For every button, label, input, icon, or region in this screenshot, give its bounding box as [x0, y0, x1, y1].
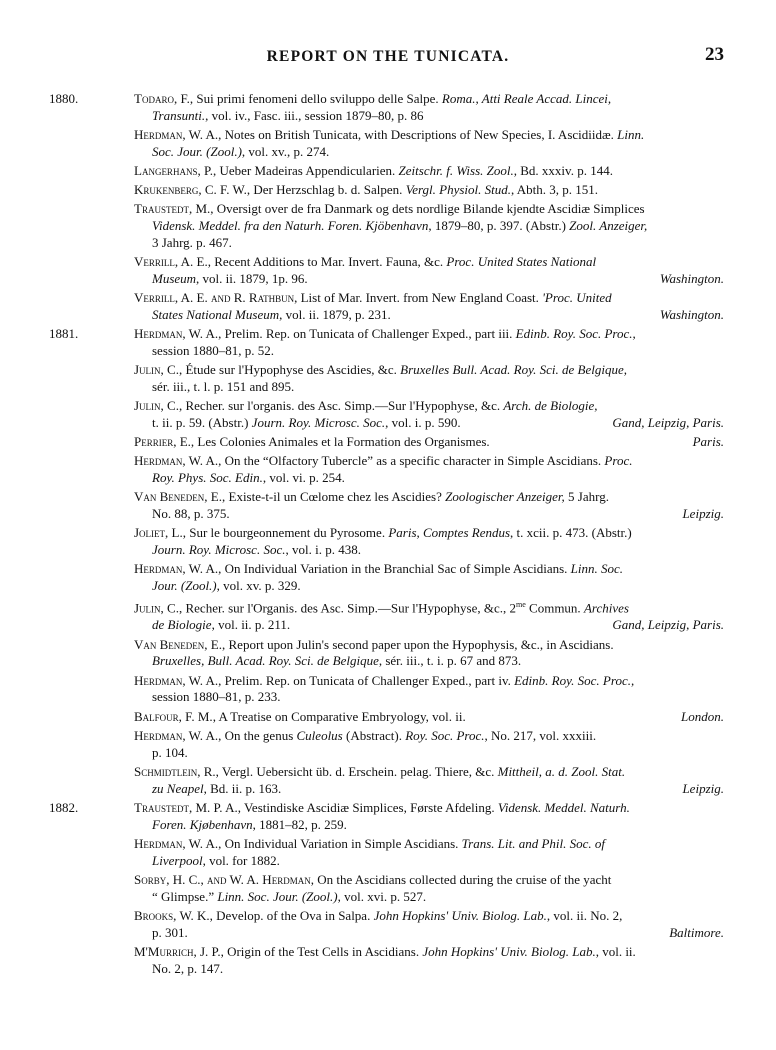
- entry-line: [134, 144, 724, 161]
- entry-journal-text: Zoologischer Anzeiger,: [445, 489, 565, 505]
- entry-line: [134, 617, 724, 634]
- entry-journal-text: Jour. (Zool.): [152, 578, 217, 594]
- entry-text: Vergl. Uebersicht üb. d. Erschein. pelag. Thiere, &c.: [221, 763, 498, 779]
- entry-line: Julin, C., Recher. sur l'Organis. des Asc. Simp.—Sur l'Hypophyse, &c., $2^{me}$ Commun. Archives: [134, 600, 629, 616]
- bibliography-entry: [0, 908, 776, 942]
- entry-text: Origin of the Test Cells in Ascidians.: [227, 943, 423, 959]
- entry-text: No. 88, p. 375.: [152, 506, 230, 522]
- entry-journal-text: Edinb. Roy. Soc. Proc.,: [515, 326, 636, 342]
- entry-journal-text: Roma., Atti Reale Accad. Lincei,: [441, 91, 612, 106]
- entry-author: Herdman, W. A.: [134, 727, 219, 743]
- entry-text: , sér. iii., t. i. p. 67 and 873.: [378, 653, 522, 669]
- bibliography-entry: [0, 561, 776, 595]
- bibliography-entry: [0, 489, 776, 523]
- entry-line: [134, 415, 724, 432]
- entry-place: Paris.: [692, 434, 724, 450]
- bibliography-entry: [0, 362, 776, 396]
- entry-year: 1880.: [49, 91, 79, 106]
- entry-author: Van Beneden, E.: [134, 636, 222, 652]
- entry-text: Report upon Julin's second paper upon the Hypophysis, &c., in Ascidians.: [228, 636, 614, 652]
- entry-text: , vol. for 1882.: [202, 852, 280, 868]
- entry-journal-text: Liverpool: [152, 852, 203, 868]
- entry-author: Traustedt, M.: [134, 201, 211, 217]
- entry-text: Prelim. Rep. on Tunicata of Challenger Exped., part iii.: [224, 326, 516, 342]
- entry-line: Herdman, W. A., On the “Olfactory Tubercle” as a specific character in Simple Ascidians. Proc.: [134, 453, 633, 469]
- entry-line: Julin, C., Recher. sur l'organis. des Asc. Simp.—Sur l'Hypophyse, &c. Arch. de Biologie,: [134, 398, 598, 414]
- entry-text: Étude sur l'Hypophyse des Ascidies, &c.: [185, 362, 401, 378]
- entry-journal-text: Journ. Roy. Microsc. Soc.: [251, 415, 386, 430]
- bibliography-entry: [0, 836, 776, 870]
- page-header: [0, 44, 776, 72]
- entry-line: [134, 745, 724, 762]
- bibliography-entry: [0, 91, 776, 125]
- entry-text: On the “Olfactory Tubercle” as a specific character in Simple Ascidians.: [224, 453, 605, 469]
- entry-text: 5 Jahrg.: [564, 489, 609, 505]
- entry-line: M'Murrich, J. P., Origin of the Test Cells in Ascidians. John Hopkins' Univ. Biolog. Lab., vol. ii.: [134, 943, 636, 959]
- entry-journal-text: Soc. Jour. (Zool.): [152, 143, 242, 159]
- entry-line: Verrill, A. E., Recent Additions to Mar. Invert. Fauna, &c. Proc. United States National: [134, 254, 597, 270]
- entry-journal-text: Foren. Kjøbenhavn: [152, 816, 253, 832]
- entry-journal-text: Bruxelles Bull. Acad. Roy. Sci. de Belgique,: [400, 362, 627, 378]
- page-number: 23: [705, 44, 724, 65]
- entry-line: Brooks, W. K., Develop. of the Ova in Salpa. John Hopkins' Univ. Biolog. Lab., vol. ii. No. 2,: [134, 907, 623, 923]
- entry-line: [134, 689, 724, 706]
- entry-line: [134, 578, 724, 595]
- entry-line: Todaro, F., Sui primi fenomeni dello sviluppo delle Salpe. Roma., Atti Reale Accad. Lincei,: [134, 91, 612, 106]
- entry-line: Herdman, W. A., Prelim. Rep. on Tunicata of Challenger Exped., part iv. Edinb. Roy. Soc. Proc.,: [134, 672, 635, 688]
- entry-text: Oversigt over de fra Danmark og dets nordlige Bilande kjendte Ascidiæ Simplices: [216, 201, 645, 217]
- entry-line: Herdman, W. A., On Individual Variation in the Branchial Sac of Simple Ascidians. Linn. Soc.: [134, 561, 624, 577]
- entry-line: Traustedt, M., Oversigt over de fra Danmark og dets nordlige Bilande kjendte Ascidiæ Simplices: [134, 201, 645, 217]
- entry-author: Schmidtlein, R.: [134, 763, 216, 779]
- entry-author: Herdman, W. A.: [134, 453, 219, 469]
- bibliography-entry: [0, 673, 776, 707]
- entry-text: Recent Additions to Mar. Invert. Fauna, &c.: [214, 254, 447, 270]
- entry-text: , 1881–82, p. 259.: [252, 816, 347, 832]
- entry-line: [134, 542, 724, 559]
- entry-journal-text: Mittheil, a. d. Zool. Stat.: [497, 763, 626, 779]
- entry-line: Traustedt, M. P. A., Vestindiske Ascidiæ Simplices, Første Afdeling. Vidensk. Meddel. Naturh.: [134, 799, 630, 815]
- entry-text: Recher. sur l'organis. des Asc. Simp.—Sur l'Hypophyse, &c.: [185, 398, 504, 414]
- entry-author: Todaro, F.: [134, 91, 190, 106]
- entry-text: , 1879–80, p. 397. (Abstr.): [428, 218, 570, 234]
- entry-journal-text: Bruxelles, Bull. Acad. Roy. Sci. de Belgique: [152, 653, 379, 669]
- entry-journal-text: John Hopkins' Univ. Biolog. Lab.: [373, 907, 547, 923]
- entry-place: Leipzig.: [682, 506, 724, 522]
- bibliography-entry: [0, 709, 776, 726]
- entry-text: On the Ascidians collected during the cruise of the yacht: [317, 871, 612, 887]
- entry-author: Herdman, W. A.: [134, 127, 219, 142]
- entry-text: Notes on British Tunicata, with Descriptions of New Species, I. Ascidiidæ.: [224, 127, 618, 142]
- entry-journal-text: Transunti.: [152, 107, 206, 123]
- bibliography-entry: [0, 254, 776, 288]
- entry-line: [134, 781, 724, 798]
- bibliography-entry: [0, 434, 776, 451]
- entry-line: [134, 108, 724, 125]
- entry-journal-text: Museum: [152, 271, 197, 286]
- entry-author: Krukenberg, C. F. W.: [134, 182, 247, 198]
- entry-journal-text: Edinb. Roy. Soc. Proc.,: [514, 672, 635, 688]
- entry-text: me: [516, 600, 526, 610]
- entry-line: [134, 307, 724, 324]
- entry-text: Ueber Madeiras Appendicularien.: [219, 163, 399, 178]
- entry-author: M'Murrich, J. P.: [134, 943, 221, 959]
- entry-text: p. 104.: [152, 744, 188, 760]
- entry-text: , vol. i. p. 438.: [285, 542, 361, 558]
- entry-text: On Individual Variation in Simple Ascidians.: [224, 835, 462, 851]
- entry-author: Joliet, L.: [134, 525, 183, 541]
- bibliography-entry: [0, 597, 776, 634]
- entry-line: Schmidtlein, R., Vergl. Uebersicht üb. d. Erschein. pelag. Thiere, &c. Mittheil, a. d. Zool. Stat.: [134, 763, 626, 779]
- entry-author: Brooks, W. K.: [134, 907, 210, 923]
- entry-text: , vol. ii. No. 2,: [546, 907, 623, 923]
- entry-text: Existe-t-il un Cœlome chez les Ascidies?: [228, 489, 446, 505]
- entry-year: 1882.: [49, 799, 79, 815]
- entry-text: Sur le bourgeonnement du Pyrosome.: [189, 525, 389, 541]
- entry-author: Traustedt, M. P. A.: [134, 799, 238, 815]
- entry-text: session 1880–81, p. 52.: [152, 343, 275, 358]
- entry-author: Herdman, W. A.: [134, 835, 219, 851]
- entry-place: Washington.: [659, 271, 724, 286]
- entry-journal-text: Linn. Soc. Jour. (Zool.): [217, 888, 338, 904]
- bibliography-entry: [0, 944, 776, 978]
- bibliography-entry: [0, 326, 776, 360]
- entry-text: , vol. xv. p. 329.: [216, 578, 301, 594]
- entry-text: Commun.: [525, 600, 584, 616]
- bibliography-entry: [0, 453, 776, 487]
- entry-author: Van Beneden, E.: [134, 489, 222, 505]
- entry-journal-text: 'Proc. United: [542, 290, 612, 306]
- entry-journal-text: States National Museum: [152, 307, 280, 322]
- entry-author: Herdman, W. A.: [134, 326, 219, 342]
- entry-journal-text: Proc. United States National: [446, 254, 597, 270]
- entry-text: A Treatise on Comparative Embryology, vol. ii.: [218, 708, 466, 724]
- entry-line: [134, 889, 724, 906]
- entry-journal-text: Proc.: [604, 453, 633, 469]
- entry-text: Les Colonies Animales et la Formation des Organismes.: [197, 434, 490, 450]
- entry-place: Leipzig.: [682, 780, 724, 796]
- entry-journal-text: de Biologie: [152, 617, 212, 633]
- entry-author: Julin, C.: [134, 362, 179, 378]
- entry-journal-text: Vergl. Physiol. Stud.: [405, 182, 512, 198]
- entry-journal-text: Paris, Comptes Rendus: [388, 525, 511, 541]
- entry-line: [134, 470, 724, 487]
- entry-text: List of Mar. Invert. from New England Coast.: [300, 290, 543, 306]
- entry-place: Baltimore.: [669, 924, 724, 940]
- entry-text: , vol. ii. 1879, 1p. 96.: [196, 271, 308, 286]
- entry-author: Langerhans, P.: [134, 163, 213, 178]
- entry-text: , vol. iv., Fasc. iii., session 1879–80, p. 86: [205, 107, 424, 123]
- entry-journal-text: Linn.: [617, 127, 645, 142]
- entry-text: , t. xcii. p. 473. (Abstr.): [510, 525, 632, 541]
- entry-journal-text: Roy. Soc. Proc.: [405, 727, 485, 743]
- entry-line: Perrier, E., Les Colonies Animales et la Formation des Organismes. Paris.: [134, 434, 724, 450]
- entry-text: session 1880–81, p. 233.: [152, 689, 281, 705]
- entry-place: London.: [681, 708, 724, 724]
- entry-journal-text: Zool. Anzeiger,: [569, 218, 648, 234]
- bibliography-entry: [0, 872, 776, 906]
- entry-journal-text: John Hopkins' Univ. Biolog. Lab.: [422, 943, 596, 959]
- entry-line: Langerhans, P., Ueber Madeiras Appendicularien. Zeitschr. f. Wiss. Zool., Bd. xxxiv. p. 144.: [134, 163, 613, 178]
- bibliography-entry: [0, 127, 776, 161]
- entry-text: , Bd. xxxiv. p. 144.: [513, 163, 613, 178]
- running-title: REPORT ON THE TUNICATA.: [266, 48, 510, 65]
- entry-text: Sui primi fenomeni dello sviluppo delle Salpe.: [196, 91, 442, 106]
- entry-line: Julin, C., Étude sur l'Hypophyse des Ascidies, &c. Bruxelles Bull. Acad. Roy. Sci. de Belgique,: [134, 362, 627, 378]
- entry-line: [134, 235, 724, 252]
- entry-place: Gand, Leipzig, Paris.: [612, 617, 724, 633]
- entry-journal-text: Archives: [583, 600, 629, 616]
- entry-journal-text: Roy. Phys. Soc. Edin.: [152, 470, 263, 486]
- bibliography-list: [0, 91, 776, 980]
- entry-author: Sorby, H. C., and W. A. Herdman: [134, 871, 311, 887]
- entry-text: Recher. sur l'Organis. des Asc. Simp.—Sur l'Hypophyse, &c., 2: [185, 600, 516, 616]
- entry-journal-text: Linn. Soc.: [570, 561, 624, 577]
- entry-line: Herdman, W. A., Notes on British Tunicata, with Descriptions of New Species, I. Ascidiidæ. Linn.: [134, 127, 645, 142]
- entry-author: Verrill, A. E. and R. Rathbun: [134, 290, 295, 306]
- entry-text: , No. 217, vol. xxxiii.: [484, 727, 597, 743]
- entry-journal-text: Vidensk. Meddel. fra den Naturh. Foren. Kjöbenhavn: [152, 218, 429, 234]
- entry-text: (Abstract).: [342, 727, 406, 743]
- entry-text: , vol. ii. 1879, p. 231.: [279, 307, 391, 322]
- entry-text: 3 Jahrg. p. 467.: [152, 235, 232, 250]
- entry-line: Van Beneden, E., Existe-t-il un Cœlome chez les Ascidies? Zoologischer Anzeiger, 5 Jahrg.: [134, 489, 609, 505]
- entry-line: [134, 271, 724, 288]
- entry-line: [134, 653, 724, 670]
- entry-line: Herdman, W. A., On Individual Variation in Simple Ascidians. Trans. Lit. and Phil. Soc. of: [134, 835, 606, 851]
- bibliography-entry: [0, 201, 776, 252]
- entry-line: [134, 961, 724, 978]
- bibliography-entry: [0, 182, 776, 199]
- entry-author: Herdman, W. A.: [134, 561, 219, 577]
- entry-journal-text: Zeitschr. f. Wiss. Zool.: [398, 163, 514, 178]
- entry-author: Verrill, A. E.: [134, 254, 208, 270]
- entry-journal-text: Culeolus: [296, 727, 343, 743]
- entry-line: [134, 343, 724, 360]
- entry-text: , vol. ii.: [595, 943, 636, 959]
- entry-text: , vol. xv., p. 274.: [241, 143, 330, 159]
- bibliography-entry: [0, 163, 776, 180]
- entry-text: , Abth. 3, p. 151.: [511, 182, 599, 198]
- bibliography-entry: [0, 290, 776, 324]
- entry-text: Prelim. Rep. on Tunicata of Challenger Exped., part iv.: [224, 672, 515, 688]
- entry-line: Herdman, W. A., Prelim. Rep. on Tunicata of Challenger Exped., part iii. Edinb. Roy. Soc. Proc.,: [134, 326, 636, 342]
- entry-journal-text: Vidensk. Meddel. Naturh.: [497, 799, 630, 815]
- entry-author: Julin, C.: [134, 398, 179, 414]
- entry-text: , Bd. ii. p. 163.: [203, 780, 282, 796]
- entry-line: Herdman, W. A., On the genus Culeolus (Abstract). Roy. Soc. Proc., No. 217, vol. xxxiii.: [134, 727, 597, 743]
- bibliography-entry: [0, 525, 776, 559]
- bibliography-entry: [0, 728, 776, 762]
- entry-place: Washington.: [659, 307, 724, 322]
- entry-year: 1881.: [49, 326, 79, 342]
- bibliography-entry: [0, 800, 776, 834]
- entry-author: Herdman, W. A.: [134, 672, 219, 688]
- entry-line: [134, 218, 724, 235]
- entry-text: Vestindiske Ascidiæ Simplices, Første Afdeling.: [243, 799, 498, 815]
- entry-text: On Individual Variation in the Branchial Sac of Simple Ascidians.: [224, 561, 571, 577]
- entry-text: p. 301.: [152, 924, 188, 940]
- entry-place: Gand, Leipzig, Paris.: [612, 415, 724, 430]
- entry-line: [134, 853, 724, 870]
- entry-text: , vol. vi. p. 254.: [262, 470, 345, 486]
- entry-text: Der Herzschlag b. d. Salpen.: [253, 182, 406, 198]
- bibliography-entry: [0, 398, 776, 432]
- entry-journal-text: Trans. Lit. and Phil. Soc. of: [461, 835, 606, 851]
- entry-line: [134, 506, 724, 523]
- entry-text: No. 2, p. 147.: [152, 960, 224, 976]
- entry-line: [134, 379, 724, 396]
- entry-author: Julin, C.: [134, 600, 179, 616]
- entry-line: Balfour, F. M., A Treatise on Comparative Embryology, vol. ii. London.: [134, 708, 724, 724]
- entry-text: , vol. xvi. p. 527.: [337, 888, 427, 904]
- entry-line: [134, 817, 724, 834]
- entry-text: , vol. i. p. 590.: [385, 415, 461, 430]
- entry-text: On the genus: [224, 727, 297, 743]
- entry-text: sér. iii., t. l. p. 151 and 895.: [152, 379, 295, 394]
- bibliography-entry: [0, 637, 776, 671]
- entry-line: [134, 925, 724, 942]
- bibliography-entry: [0, 764, 776, 798]
- entry-text: Develop. of the Ova in Salpa.: [216, 907, 374, 923]
- entry-text: t. ii. p. 59. (Abstr.): [152, 415, 252, 430]
- entry-line: Krukenberg, C. F. W., Der Herzschlag b. d. Salpen. Vergl. Physiol. Stud., Abth. 3, p. 151.: [134, 182, 599, 198]
- entry-journal-text: Journ. Roy. Microsc. Soc.: [152, 542, 286, 558]
- entry-text: , vol. ii. p. 211.: [211, 617, 291, 633]
- entry-line: Sorby, H. C., and W. A. Herdman, On the Ascidians collected during the cruise of the yacht: [134, 871, 612, 887]
- entry-text: “ Glimpse.”: [152, 888, 218, 904]
- entry-author: Perrier, E.: [134, 434, 191, 450]
- entry-author: Balfour, F. M.: [134, 708, 213, 724]
- entry-journal-text: Arch. de Biologie,: [503, 398, 598, 414]
- entry-line: Verrill, A. E. and R. Rathbun, List of Mar. Invert. from New England Coast. 'Proc. United: [134, 290, 612, 306]
- entry-line: Van Beneden, E., Report upon Julin's second paper upon the Hypophysis, &c., in Ascidians.: [134, 636, 614, 652]
- entry-line: Joliet, L., Sur le bourgeonnement du Pyrosome. Paris, Comptes Rendus, t. xcii. p. 473. (Abstr.): [134, 525, 632, 541]
- entry-journal-text: zu Neapel: [152, 780, 204, 796]
